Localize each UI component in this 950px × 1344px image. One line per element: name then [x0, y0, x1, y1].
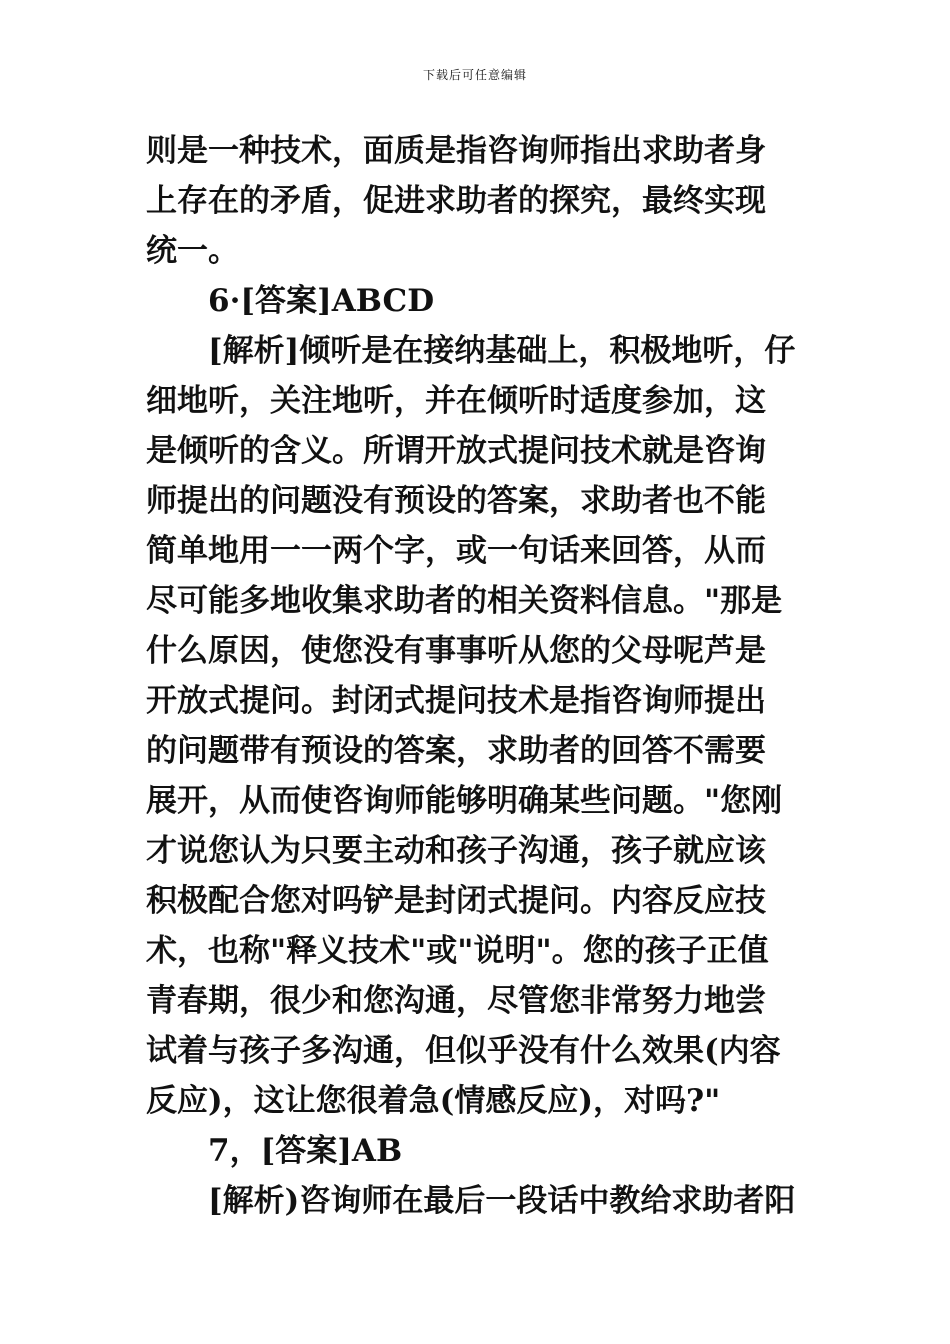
text-line: 细地听，关注地听，并在倾听时适度参加，这	[146, 383, 766, 419]
answer-heading-7: 7，[答案]AB	[208, 1133, 403, 1169]
text-line: 才说您认为只要主动和孩子沟通，孩子就应该	[146, 833, 766, 869]
text-line: 展开，从而使咨询师能够明确某些问题。"您刚	[146, 783, 783, 819]
text-line: 术，也称"释义技术"或"说明"。您的孩子正值	[146, 933, 769, 969]
text-line: 师提出的问题没有预设的答案，求助者也不能	[146, 483, 766, 519]
text-line: 统一。	[146, 233, 239, 269]
text-line: 积极配合您对吗铲是封闭式提问。内容反应技	[146, 883, 766, 919]
text-line: 简单地用一一两个字，或一句话来回答，从而	[146, 533, 766, 569]
analysis-line: [解析)咨询师在最后一段话中教给求助者阳	[208, 1183, 796, 1219]
text-line: 开放式提问。封闭式提问技术是指咨询师提出	[146, 683, 766, 719]
text-line: 尽可能多地收集求助者的相关资料信息。"那是	[146, 583, 783, 619]
text-line: 试着与孩子多沟通，但似乎没有什么效果(内容	[146, 1033, 781, 1069]
document-body	[146, 126, 811, 1226]
text-line: 什么原因，使您没有事事听从您的父母呢芦是	[146, 633, 766, 669]
analysis-line: [解析]倾听是在接纳基础上，积极地听，仔	[208, 333, 796, 369]
text-line: 上存在的矛盾，促进求助者的探究，最终实现	[146, 183, 766, 219]
answer-heading-6: 6·[答案]ABCD	[208, 283, 435, 319]
text-line: 青春期，很少和您沟通，尽管您非常努力地尝	[146, 983, 766, 1019]
text-line: 的问题带有预设的答案，求助者的回答不需要	[146, 733, 766, 769]
text-line: 是倾听的含义。所谓开放式提问技术就是咨询	[146, 433, 766, 469]
page-header: 下载后可任意编辑	[422, 68, 527, 82]
text-line: 反应)，这让您很着急(情感反应)，对吗?"	[146, 1083, 721, 1119]
text-line: 则是一种技术，面质是指咨询师指出求助者身	[146, 133, 766, 169]
